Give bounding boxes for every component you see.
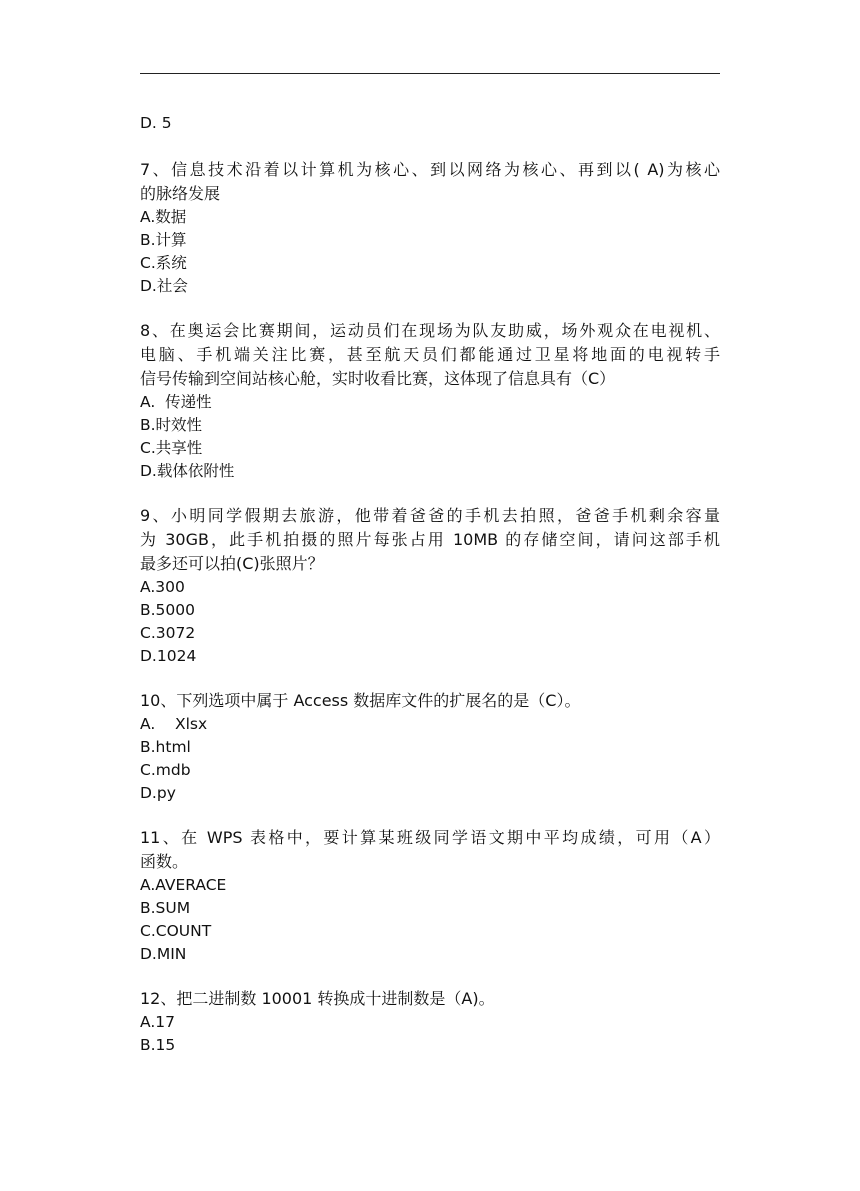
question-7-option-b: B.计算 bbox=[140, 231, 187, 249]
question-11 bbox=[140, 826, 720, 966]
question-12-line-1: 12、把二进制数 10001 转换成十进制数是（A)。 bbox=[140, 989, 495, 1008]
question-8-line-2: 电脑、手机端关注比赛，甚至航天员们都能通过卫星将地面的电视转手 bbox=[140, 345, 720, 364]
question-12-option-b: B.15 bbox=[140, 1036, 176, 1054]
question-11-line-2: 函数。 bbox=[140, 852, 189, 871]
question-7-option-c: C.系统 bbox=[140, 254, 187, 272]
question-8-option-b: B.时效性 bbox=[140, 416, 203, 434]
question-12-option-a: A.17 bbox=[140, 1013, 175, 1031]
question-9-option-b: B.5000 bbox=[140, 601, 196, 619]
question-8-option-a: A. 传递性 bbox=[140, 393, 212, 411]
question-7 bbox=[140, 158, 720, 298]
question-7-option-a: A.数据 bbox=[140, 208, 187, 226]
question-9 bbox=[140, 504, 720, 668]
question-9-option-d: D.1024 bbox=[140, 647, 197, 665]
question-7-option-d: D.社会 bbox=[140, 277, 188, 295]
question-9-option-c: C.3072 bbox=[140, 624, 196, 642]
question-10-line-1: 10、下列选项中属于 Access 数据库文件的扩展名的是（C）。 bbox=[140, 691, 581, 710]
document-content bbox=[140, 112, 720, 1057]
question-10-option-b: B.html bbox=[140, 738, 191, 756]
question-11-option-a: A.AVERACE bbox=[140, 876, 227, 894]
question-10 bbox=[140, 689, 720, 805]
question-9-line-3: 最多还可以拍(C)张照片？ bbox=[140, 554, 324, 573]
question-9-line-2: 为 30GB，此手机拍摄的照片每张占用 10MB 的存储空间，请问这部手机 bbox=[140, 530, 720, 549]
question-10-option-d: D.py bbox=[140, 784, 176, 802]
question-9-option-a: A.300 bbox=[140, 578, 185, 596]
previous-option-d: D. 5 bbox=[140, 114, 172, 132]
question-11-option-b: B.SUM bbox=[140, 899, 191, 917]
header-rule bbox=[140, 73, 720, 74]
question-10-option-a: A. Xlsx bbox=[140, 715, 208, 733]
question-8-option-c: C.共享性 bbox=[140, 439, 203, 457]
question-11-option-d: D.MIN bbox=[140, 945, 187, 963]
question-7-line-1: 7、信息技术沿着以计算机为核心、到以网络为核心、再到以( A)为核心 bbox=[140, 160, 720, 179]
question-9-line-1: 9、小明同学假期去旅游，他带着爸爸的手机去拍照，爸爸手机剩余容量 bbox=[140, 506, 720, 525]
question-8-line-3: 信号传输到空间站核心舱，实时收看比赛，这体现了信息具有（C） bbox=[140, 369, 616, 388]
question-8 bbox=[140, 319, 720, 483]
question-12 bbox=[140, 987, 720, 1057]
question-7-line-2: 的脉络发展 bbox=[140, 184, 221, 203]
question-8-line-1: 8、在奥运会比赛期间，运动员们在现场为队友助威，场外观众在电视机、 bbox=[140, 321, 720, 340]
question-10-option-c: C.mdb bbox=[140, 761, 191, 779]
question-11-line-1: 11、在 WPS 表格中，要计算某班级同学语文期中平均成绩，可用（A） bbox=[140, 828, 720, 847]
question-8-option-d: D.载体依附性 bbox=[140, 462, 235, 480]
question-11-option-c: C.COUNT bbox=[140, 922, 212, 940]
